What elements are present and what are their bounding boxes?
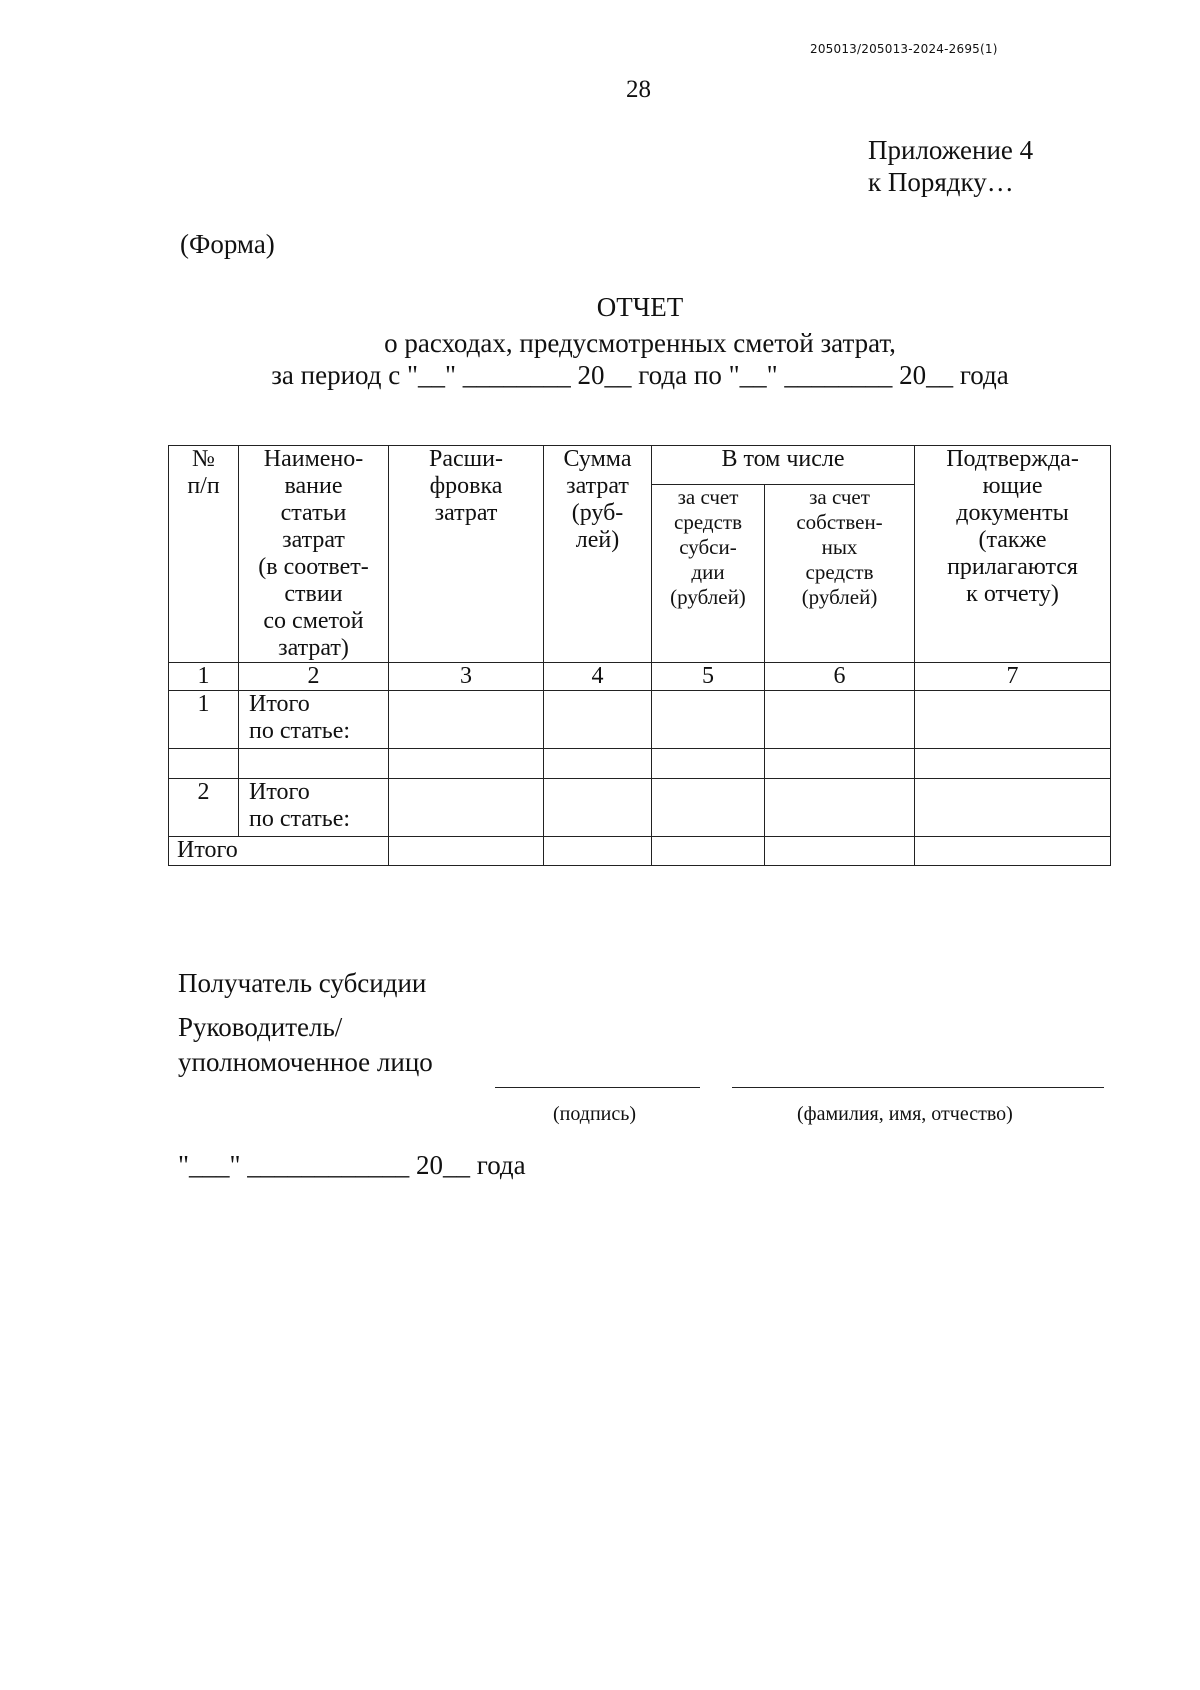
table-cell[interactable] — [389, 837, 544, 866]
subsidy-recipient-label: Получатель субсидии — [178, 968, 427, 998]
column-number: 6 — [765, 663, 915, 691]
column-number: 7 — [915, 663, 1111, 691]
table-row — [169, 749, 1111, 779]
head-label-line-2: уполномоченное лицо — [178, 1047, 433, 1077]
table-total-row — [169, 837, 1111, 866]
table-cell[interactable] — [544, 691, 652, 749]
row-label: Итого по статье: — [239, 691, 389, 749]
header-including-group: В том числе — [652, 446, 915, 485]
header-subsidy-funds: за счет средств субси- дии (рублей) — [652, 485, 765, 663]
full-name-caption: (фамилия, имя, отчество) — [797, 1103, 1013, 1125]
table-cell[interactable] — [765, 779, 915, 837]
table-cell[interactable] — [652, 779, 765, 837]
expense-report-table — [168, 445, 1111, 866]
table-cell[interactable] — [239, 749, 389, 779]
table-cell[interactable] — [765, 837, 915, 866]
table-cell[interactable] — [544, 837, 652, 866]
signature-caption: (подпись) — [553, 1103, 637, 1125]
table-cell[interactable] — [915, 749, 1111, 779]
table-cell[interactable] — [915, 779, 1111, 837]
table-cell[interactable] — [389, 749, 544, 779]
appendix-reference — [868, 134, 1033, 198]
header-breakdown: Расши- фровка затрат — [389, 446, 544, 663]
table-cell[interactable] — [652, 691, 765, 749]
table-cell[interactable] — [544, 749, 652, 779]
column-number: 4 — [544, 663, 652, 691]
header-number: № п/п — [169, 446, 239, 663]
table-cell[interactable] — [389, 691, 544, 749]
total-label: Итого — [169, 837, 389, 866]
table-row — [169, 691, 1111, 749]
row-number: 1 — [169, 691, 239, 749]
row-label: Итого по статье: — [239, 779, 389, 837]
report-period-line: за период с "__" ________ 20__ года по "__" ________ 20__ года — [271, 360, 1009, 390]
report-title: ОТЧЕТ — [596, 292, 684, 322]
table-cell[interactable] — [544, 779, 652, 837]
table-cell[interactable] — [915, 691, 1111, 749]
report-subtitle-line-1: о расходах, предусмотренных сметой затрат, — [384, 328, 896, 358]
row-number: 2 — [169, 779, 239, 837]
column-number: 1 — [169, 663, 239, 691]
header-amount: Сумма затрат (руб- лей) — [544, 446, 652, 663]
appendix-line-2: к Порядку… — [868, 167, 1014, 197]
table-cell[interactable] — [389, 779, 544, 837]
column-number: 5 — [652, 663, 765, 691]
head-label-line-1: Руководитель/ — [178, 1012, 343, 1042]
full-name-line[interactable] — [732, 1087, 1104, 1088]
column-number: 2 — [239, 663, 389, 691]
page-number: 28 — [626, 76, 651, 103]
table-cell[interactable] — [915, 837, 1111, 866]
table-cell[interactable] — [169, 749, 239, 779]
table-cell[interactable] — [652, 749, 765, 779]
header-own-funds: за счет собствен- ных средств (рублей) — [765, 485, 915, 663]
form-label: (Форма) — [180, 229, 275, 259]
appendix-line-1: Приложение 4 — [868, 135, 1034, 165]
column-numbers-row — [169, 663, 1111, 691]
report-subtitle — [0, 327, 1200, 391]
date-line: "___" ____________ 20__ года — [178, 1150, 526, 1180]
table-cell[interactable] — [652, 837, 765, 866]
table-cell[interactable] — [765, 749, 915, 779]
table-cell[interactable] — [765, 691, 915, 749]
table-header-row-1 — [169, 446, 1111, 485]
column-number: 3 — [389, 663, 544, 691]
header-item-name: Наимено- вание статьи затрат (в соответ- ствии со сметой затрат) — [239, 446, 389, 663]
header-supporting-docs: Подтвержда- ющие документы (также прилагаются к отчету) — [915, 446, 1111, 663]
signature-line[interactable] — [495, 1087, 700, 1088]
table-row — [169, 779, 1111, 837]
document-id: 205013/205013-2024-2695(1) — [810, 42, 998, 56]
